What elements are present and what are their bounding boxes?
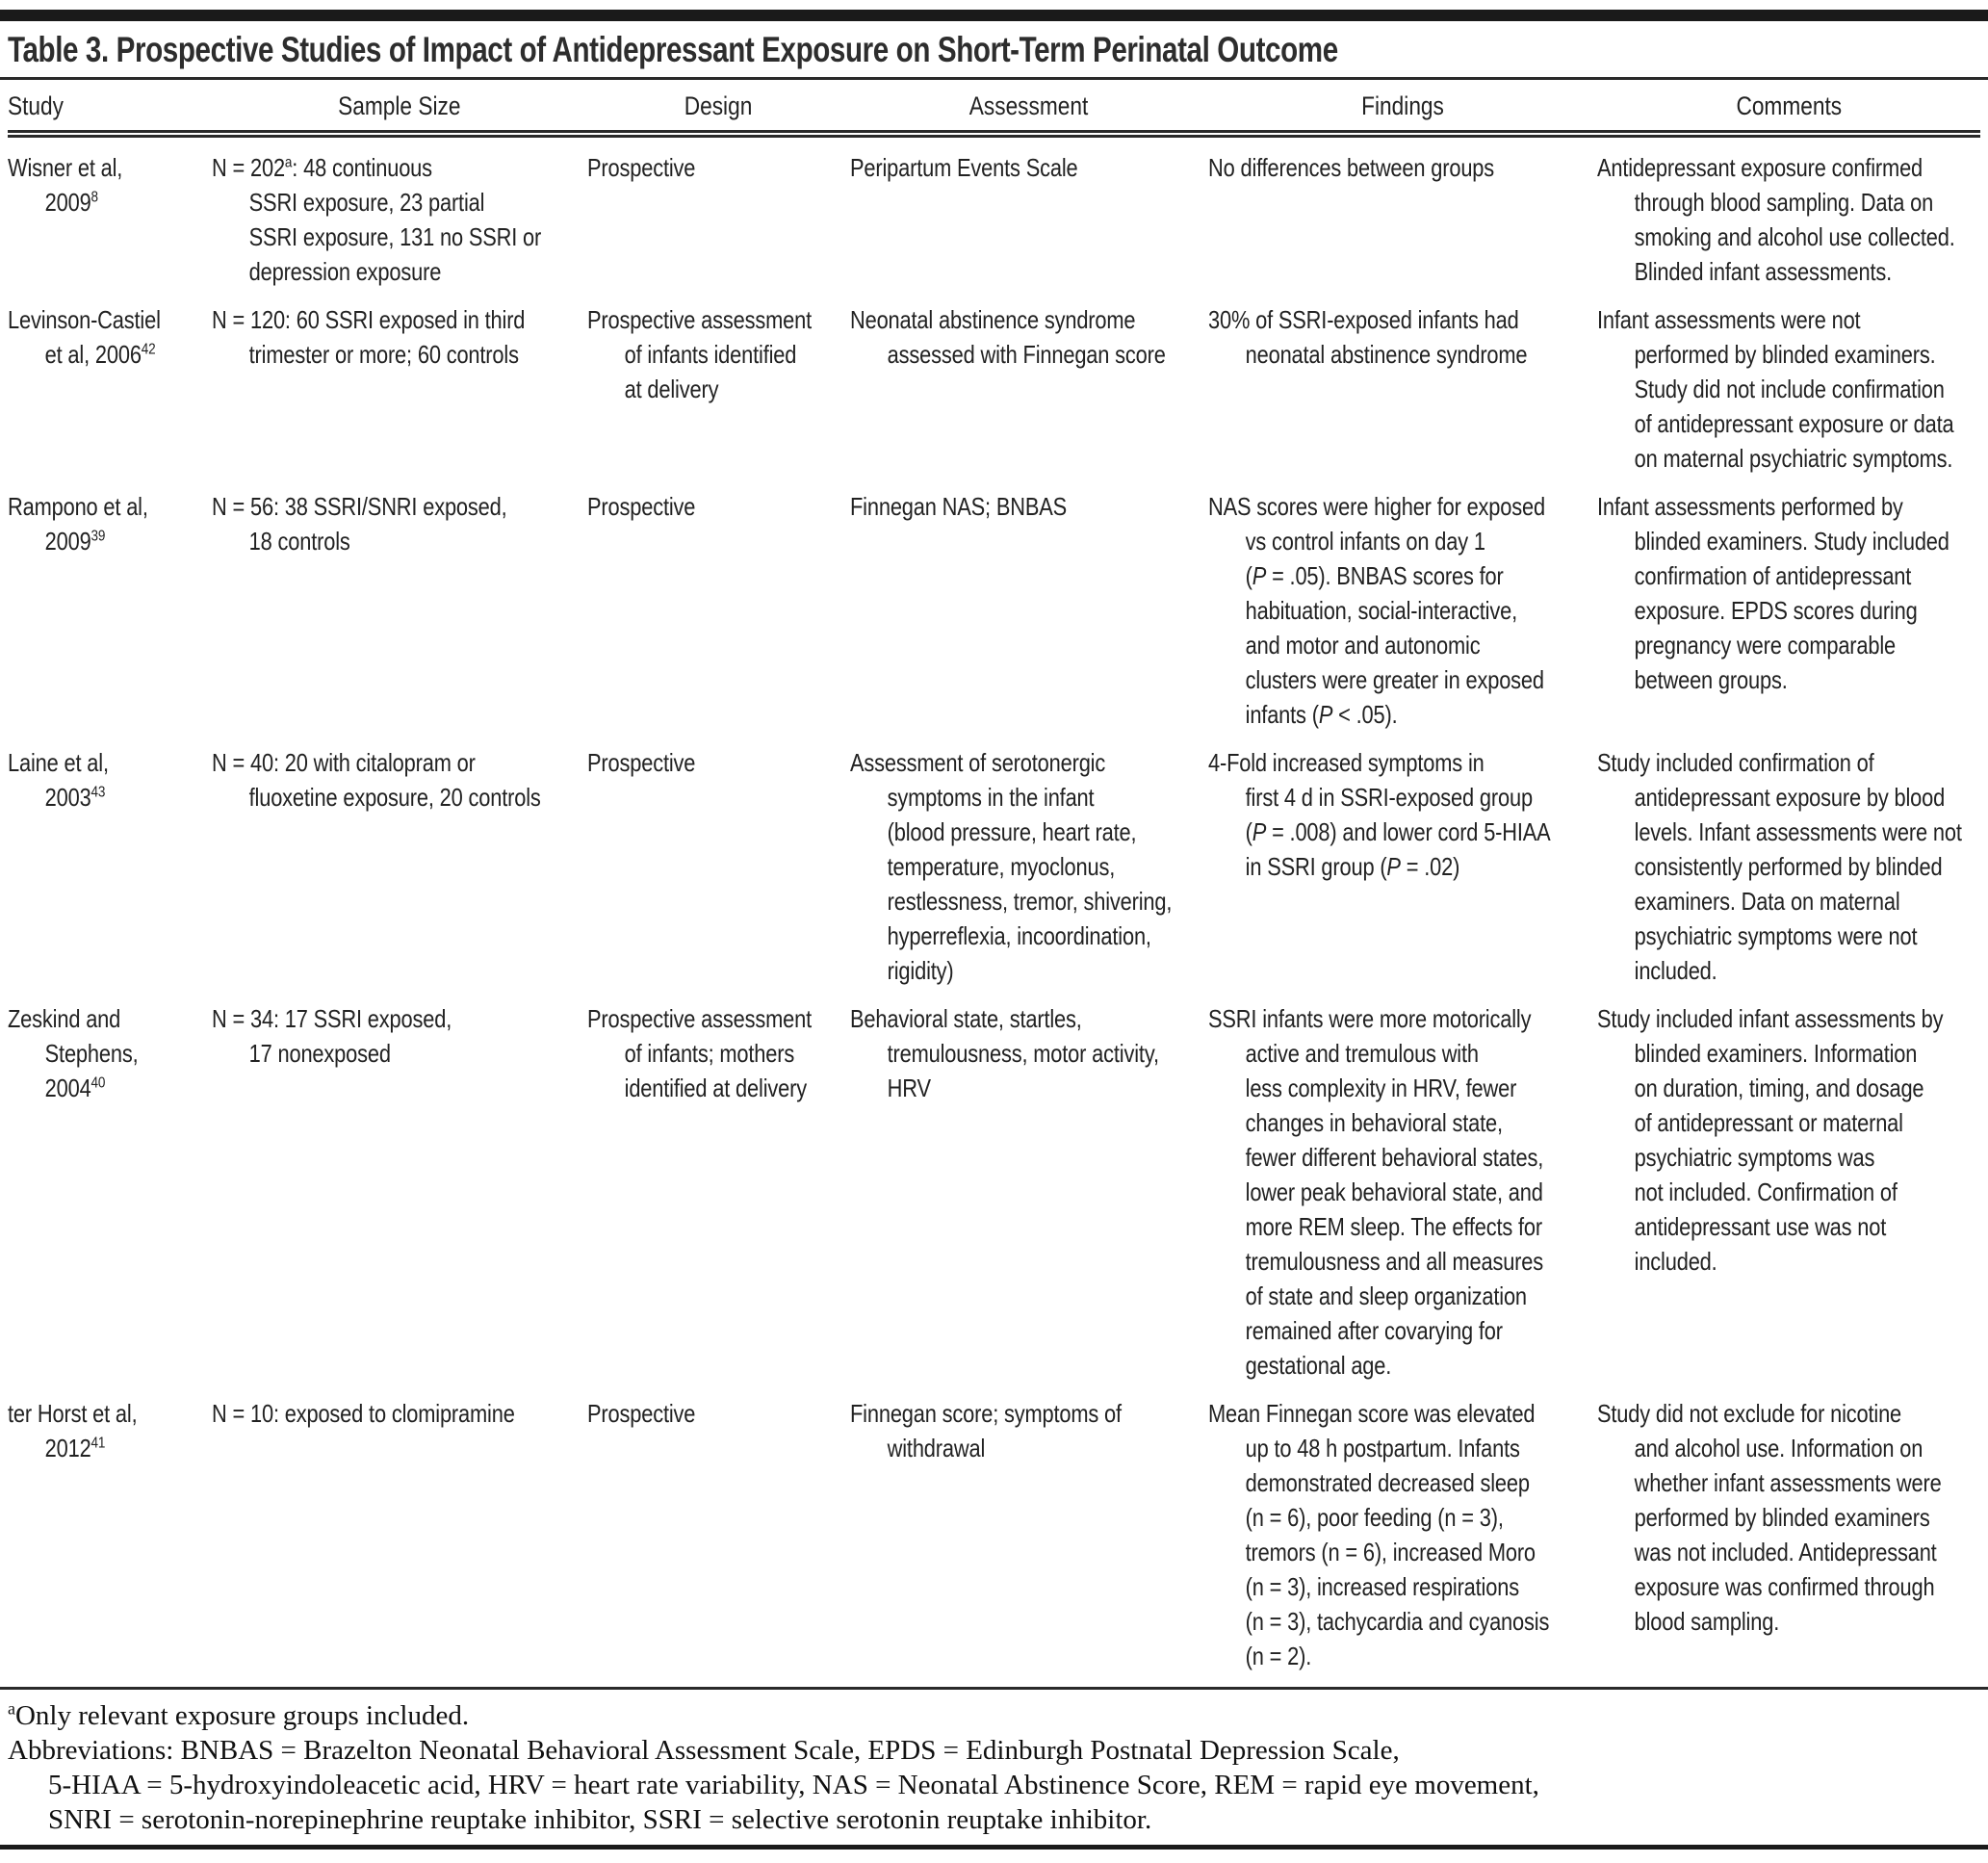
cell-line: clusters were greater in exposed [1245,665,1544,694]
cell-line: up to 48 h postpartum. Infants [1245,1434,1520,1462]
cell-comments [1597,1396,1980,1687]
cell-line: SSRI infants were more motorically [1208,1004,1532,1033]
cell-design [587,134,850,302]
cell-comments [1597,302,1980,489]
cell-line: et al, 2006$^{42}$ [44,340,156,369]
table-title: Table 3. Prospective Studies of Impact of Antidepressant Exposure on Short-Term Perinatal Outcome [8,30,1338,69]
cell-line: lower peak behavioral state, and [1245,1177,1543,1206]
footnotes [0,1690,1988,1845]
column-header-assessment [850,80,1208,134]
cell-line: smoking and alcohol use collected. [1634,222,1955,251]
cell-line: Study did not include confirmation [1634,375,1945,403]
column-header-study [8,80,212,134]
cell-line: between groups. [1634,665,1788,694]
column-header-label: Study [8,91,64,120]
cell-line: Prospective [587,1399,696,1428]
footnote-line: SNRI = serotonin-norepinephrine reuptake inhibitor, SSRI = selective serotonin reuptake inhibitor. [48,1804,1152,1835]
table-row [8,1001,1980,1396]
cell-line: Study included confirmation of [1597,748,1874,777]
cell-line: less complexity in HRV, fewer [1245,1074,1517,1102]
cell-sample_size [212,745,587,1001]
cell-line: demonstrated decreased sleep [1245,1468,1530,1497]
cell-line: NAS scores were higher for exposed [1208,492,1545,521]
cell-line: Zeskind and [8,1004,121,1033]
studies-table [8,80,1980,1687]
cell-line: 18 controls [248,527,350,556]
cell-line: of infants; mothers [624,1039,795,1068]
cell-line: N = 120: 60 SSRI exposed in third [212,305,526,334]
column-header-label: Findings [1361,91,1444,120]
footnote-line: $^a$Only relevant exposure groups included. [8,1698,470,1731]
cell-line: included. [1634,956,1717,985]
table-row [8,745,1980,1001]
cell-line: Blinded infant assessments. [1634,257,1893,286]
cell-line: Peripartum Events Scale [850,153,1078,182]
cell-line: trimester or more; 60 controls [248,340,519,369]
cell-line: Neonatal abstinence syndrome [850,305,1136,334]
cell-line: 2012$^{41}$ [44,1434,106,1462]
cell-comments [1597,1001,1980,1396]
cell-findings [1208,489,1597,745]
cell-design [587,302,850,489]
column-header-label: Sample Size [338,91,461,120]
cell-line: SSRI exposure, 23 partial [248,188,485,217]
table-title-row [0,21,1988,80]
cell-line: No differences between groups [1208,153,1495,182]
column-header-label: Assessment [969,91,1089,120]
cell-line: (n = 6), poor feeding (n = 3), [1245,1503,1504,1532]
cell-line: tremors (n = 6), increased Moro [1245,1538,1536,1566]
footnote-line: 5-HIAA = 5-hydroxyindoleacetic acid, HRV = heart rate variability, NAS = Neonatal Abstinence Score, REM = rapid eye movement, [48,1770,1539,1800]
column-header-label: Comments [1736,91,1842,120]
cell-study [8,134,212,302]
cell-line: Finnegan score; symptoms of [850,1399,1122,1428]
cell-line: Study did not exclude for nicotine [1597,1399,1902,1428]
cell-line: Finnegan NAS; BNBAS [850,492,1068,521]
table-row [8,302,1980,489]
cell-sample_size [212,302,587,489]
cell-line: tremulousness and all measures [1245,1247,1544,1276]
cell-line: 4-Fold increased symptoms in [1208,748,1485,777]
cell-study [8,1001,212,1396]
cell-line: exposure. EPDS scores during [1634,596,1918,625]
cell-line: hyperreflexia, incoordination, [887,921,1151,950]
cell-line: psychiatric symptoms was [1634,1143,1875,1172]
column-header-design [587,80,850,134]
cell-study [8,745,212,1001]
cell-design [587,489,850,745]
cell-line: N = 40: 20 with citalopram or [212,748,476,777]
cell-line: Study included infant assessments by [1597,1004,1944,1033]
cell-sample_size [212,489,587,745]
cell-comments [1597,489,1980,745]
cell-line: Rampono et al, [8,492,148,521]
cell-line: (P = .05). BNBAS scores for [1245,561,1504,590]
cell-line: exposure was confirmed through [1634,1572,1935,1601]
cell-line: more REM sleep. The effects for [1245,1212,1543,1241]
cell-findings [1208,302,1597,489]
cell-sample_size [212,1001,587,1396]
cell-line: vs control infants on day 1 [1245,527,1485,556]
cell-line: performed by blinded examiners [1634,1503,1930,1532]
cell-line: psychiatric symptoms were not [1634,921,1918,950]
cell-line: N = 10: exposed to clomipramine [212,1399,515,1428]
cell-line: examiners. Data on maternal [1634,887,1900,916]
cell-line: included. [1634,1247,1717,1276]
cell-assessment [850,1001,1208,1396]
paper-table-page [0,10,1988,1850]
cell-line: blinded examiners. Study included [1634,527,1949,556]
top-rule [0,10,1988,21]
cell-design [587,1396,850,1687]
cell-line: Infant assessments were not [1597,305,1861,334]
cell-findings [1208,1001,1597,1396]
cell-assessment [850,745,1208,1001]
cell-line: temperature, myoclonus, [887,852,1116,881]
cell-line: Prospective [587,153,696,182]
cell-line: depression exposure [248,257,442,286]
cell-line: (n = 2). [1245,1642,1312,1670]
cell-design [587,745,850,1001]
table-row [8,134,1980,302]
cell-line: symptoms in the infant [887,783,1095,812]
cell-design [587,1001,850,1396]
table-header [8,80,1980,134]
cell-line: on duration, timing, and dosage [1634,1074,1924,1102]
cell-line: neonatal abstinence syndrome [1245,340,1528,369]
cell-line: changes in behavioral state, [1245,1108,1503,1137]
cell-line: 30% of SSRI-exposed infants had [1208,305,1519,334]
cell-line: whether infant assessments were [1634,1468,1942,1497]
cell-line: through blood sampling. Data on [1634,188,1934,217]
cell-line: 2009$^{39}$ [44,527,106,556]
cell-line: pregnancy were comparable [1634,631,1897,660]
cell-line: remained after covarying for [1245,1316,1503,1345]
cell-comments [1597,134,1980,302]
cell-line: N = 56: 38 SSRI/SNRI exposed, [212,492,507,521]
cell-line: on maternal psychiatric symptoms. [1634,444,1953,473]
cell-line: 2004$^{40}$ [44,1074,106,1102]
cell-line: levels. Infant assessments were not [1634,817,1962,846]
column-header-sample_size [212,80,587,134]
cell-line: $N = 202^a$: 48 continuous [212,153,432,182]
cell-line: 17 nonexposed [248,1039,391,1068]
cell-line: Stephens, [44,1039,139,1068]
cell-line: rigidity) [887,956,954,985]
cell-findings [1208,1396,1597,1687]
cell-line: restlessness, tremor, shivering, [887,887,1173,916]
cell-line: ter Horst et al, [8,1399,138,1428]
table-row [8,1396,1980,1687]
cell-line: SSRI exposure, 131 no SSRI or [248,222,542,251]
cell-study [8,1396,212,1687]
cell-line: and alcohol use. Information on [1634,1434,1923,1462]
cell-line: infants (P < .05). [1245,700,1398,729]
cell-line: habituation, social-interactive, [1245,596,1517,625]
cell-line: not included. Confirmation of [1634,1177,1898,1206]
cell-line: identified at delivery [624,1074,807,1102]
column-header-label: Design [684,91,753,120]
cell-line: (n = 3), increased respirations [1245,1572,1519,1601]
cell-assessment [850,489,1208,745]
cell-line: 2003$^{43}$ [44,783,106,812]
cell-line: of state and sleep organization [1245,1281,1527,1310]
cell-line: Prospective assessment [587,305,813,334]
cell-line: of antidepressant exposure or data [1634,409,1954,438]
cell-line: Antidepressant exposure confirmed [1597,153,1923,182]
cell-line: blinded examiners. Information [1634,1039,1918,1068]
cell-line: antidepressant use was not [1634,1212,1887,1241]
cell-line: Prospective [587,492,696,521]
cell-line: of infants identified [624,340,797,369]
cell-line: in SSRI group (P = .02) [1245,852,1460,881]
cell-line: fewer different behavioral states, [1245,1143,1544,1172]
footnote-line: Abbreviations: BNBAS = Brazelton Neonatal Behavioral Assessment Scale, EPDS = Edinburgh Postnatal Depression Scale, [8,1735,1400,1766]
cell-line: fluoxetine exposure, 20 controls [248,783,541,812]
cell-assessment [850,134,1208,302]
cell-line: withdrawal [887,1434,986,1462]
cell-line: (P = .008) and lower cord 5-HIAA [1245,817,1551,846]
cell-line: Levinson-Castiel [8,305,161,334]
cell-line: 2009$^8$ [44,188,98,217]
cell-line: active and tremulous with [1245,1039,1479,1068]
table-row [8,489,1980,745]
cell-line: was not included. Antidepressant [1634,1538,1937,1566]
cell-assessment [850,302,1208,489]
cell-line: antidepressant exposure by blood [1634,783,1946,812]
cell-line: Laine et al, [8,748,109,777]
cell-line: performed by blinded examiners. [1634,340,1936,369]
cell-line: (blood pressure, heart rate, [887,817,1137,846]
cell-line: Behavioral state, startles, [850,1004,1082,1033]
cell-study [8,489,212,745]
bottom-rule [0,1845,1988,1850]
cell-line: of antidepressant or maternal [1634,1108,1903,1137]
cell-findings [1208,134,1597,302]
cell-findings [1208,745,1597,1001]
cell-line: at delivery [624,375,719,403]
cell-comments [1597,745,1980,1001]
cell-assessment [850,1396,1208,1687]
cell-sample_size [212,1396,587,1687]
cell-study [8,302,212,489]
cell-line: Wisner et al, [8,153,123,182]
cell-line: and motor and autonomic [1245,631,1481,660]
cell-line: Infant assessments performed by [1597,492,1903,521]
cell-line: Assessment of serotonergic [850,748,1106,777]
column-header-comments [1597,80,1980,134]
cell-line: Mean Finnegan score was elevated [1208,1399,1536,1428]
cell-line: confirmation of antidepressant [1634,561,1912,590]
cell-line: N = 34: 17 SSRI exposed, [212,1004,452,1033]
cell-sample_size [212,134,587,302]
cell-line: (n = 3), tachycardia and cyanosis [1245,1607,1550,1636]
cell-line: blood sampling. [1634,1607,1780,1636]
column-header-findings [1208,80,1597,134]
cell-line: gestational age. [1245,1351,1392,1380]
cell-line: Prospective assessment [587,1004,813,1033]
cell-line: tremulousness, motor activity, [887,1039,1159,1068]
cell-line: assessed with Finnegan score [887,340,1166,369]
cell-line: consistently performed by blinded [1634,852,1943,881]
cell-line: first 4 d in SSRI-exposed group [1245,783,1533,812]
cell-line: Prospective [587,748,696,777]
cell-line: HRV [887,1074,931,1102]
